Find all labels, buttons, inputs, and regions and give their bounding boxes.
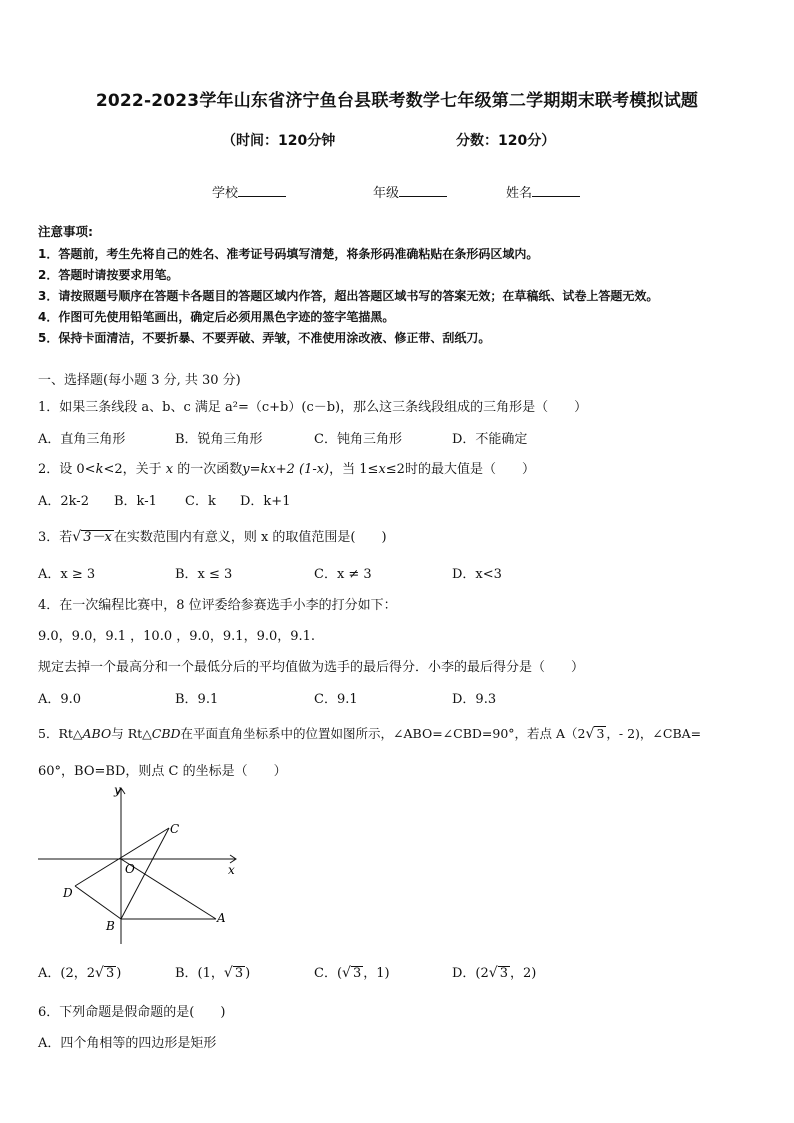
question-5-line-2: 60°，BO=BD，则点 C 的坐标是（ ） [38, 764, 287, 779]
q3-option-b: B．x ≤ 3 [175, 567, 233, 582]
q1-option-b: B．锐角三角形 [175, 432, 263, 447]
exam-time: （时间：120分钟 [222, 133, 336, 149]
q5-option-b [175, 962, 250, 981]
q4-option-b: B．9.1 [175, 692, 219, 707]
note-item: 4．作图可先使用铅笔画出，确定后必须用黑色字迹的签字笔描黑。 [38, 310, 395, 324]
q5a-pre: A．(2，2 [38, 966, 96, 981]
segment-oa [121, 859, 216, 919]
point-c-label: C [170, 822, 180, 836]
note-item: 1．答题前，考生先将自己的姓名、准考证号码填写清楚，将条形码准确粘贴在条形码区域内。 [38, 247, 539, 261]
q5-option-c [314, 962, 390, 981]
q2-function: y=kx+2 (1-x) [242, 462, 330, 477]
q5c-rad: 3 [352, 966, 362, 981]
q5b-pre: B．(1， [175, 966, 224, 981]
grade-blank [399, 184, 447, 197]
q5d-rad: 3 [499, 966, 508, 981]
q5d-pre: D．(2 [452, 966, 489, 981]
q5-option-d [452, 962, 536, 981]
q5c-post: ，1) [363, 966, 390, 981]
note-item: 5．保持卡面清洁，不要折暴、不要弄破、弄皱，不准使用涂改液、修正带、刮纸刀。 [38, 331, 491, 345]
q4-option-a: A．9.0 [38, 692, 82, 707]
q2-option-d: D．k+1 [240, 494, 291, 509]
q5b-post: ) [245, 966, 251, 981]
q2-var: x [378, 462, 386, 477]
point-b-label: B [106, 919, 115, 933]
question-2-stem [38, 458, 535, 477]
q4-scores: 9.0，9.0，9.1 ，10.0 ，9.0，9.1，9.0，9.1. [38, 629, 316, 644]
y-axis-label: y [114, 783, 121, 797]
notes-heading: 注意事项: [38, 224, 93, 239]
radical-sign: √ [342, 965, 351, 981]
exam-title: 2022-2023学年山东省济宁鱼台县联考数学七年级第二学期期末联考模拟试题 [95, 91, 699, 111]
q3-option-d: D．x<3 [452, 567, 502, 582]
name-blank [532, 184, 580, 197]
point-d-label: D [63, 886, 73, 900]
x-axis-label: x [228, 863, 235, 877]
grade-field [373, 182, 447, 201]
q5a-rad: 3 [105, 966, 115, 981]
q1-option-c: C．钝角三角形 [314, 432, 402, 447]
q3-radicand: 3－x [83, 530, 112, 545]
q5-text: 与 Rt△ [111, 726, 152, 741]
q2-text: 的一次函数 [173, 462, 243, 477]
question-3-stem [38, 526, 387, 545]
grade-label: 年级 [373, 186, 400, 201]
q5d-post: ，2) [509, 966, 537, 981]
school-field [212, 182, 286, 201]
q2-var: k [95, 462, 104, 477]
q4-rule: 规定去掉一个最高分和一个最低分后的平均值做为选手的最后得分．小李的最后得分是（ ） [38, 660, 585, 675]
note-item: 2．答题时请按要求用笔。 [38, 268, 179, 282]
q3-text: 在实数范围内有意义，则 x 的取值范围是( ) [113, 530, 387, 545]
question-5-line-1 [38, 724, 701, 742]
radical-sign: √ [95, 965, 104, 981]
radical-sign: √ [585, 726, 595, 742]
question-4-stem: 4．在一次编程比赛中，8 位评委给参赛选手小李的打分如下： [38, 598, 397, 613]
q2-option-a: A．2k-2 [38, 494, 89, 509]
q2-option-c: C．k [185, 494, 216, 509]
school-blank [238, 184, 286, 197]
q3-text: 3．若 [38, 530, 73, 545]
q5-text: ，- 2)，∠CBA= [606, 726, 702, 741]
q5a-post: ) [116, 966, 122, 981]
q2-text: <2，关于 [103, 462, 166, 477]
q5-radicand: 3 [596, 726, 605, 741]
name-label: 姓名 [506, 186, 533, 201]
q2-var: x [165, 462, 174, 477]
q1-option-a: A．直角三角形 [38, 432, 126, 447]
q4-option-d: D．9.3 [452, 692, 497, 707]
q3-option-c: C．x ≠ 3 [314, 567, 372, 582]
question-1-stem: 1．如果三条线段 a、b、c 满足 a²=（c+b）(c－b)，那么这三条线段组成的三角形是（ ） [38, 400, 588, 415]
radical-sign: √ [72, 529, 82, 545]
q4-option-c: C．9.1 [314, 692, 358, 707]
q5b-rad: 3 [234, 966, 244, 981]
q1-option-d: D．不能确定 [452, 432, 528, 447]
q2-text: ，当 1≤ [329, 462, 379, 477]
q5-text: 5．Rt△ [38, 726, 83, 741]
q3-option-a: A．x ≥ 3 [38, 567, 96, 582]
exam-score: 分数：120分） [456, 133, 556, 149]
q6-option-a: A．四个角相等的四边形是矩形 [38, 1036, 217, 1051]
q5-text: 在平面直角坐标系中的位置如图所示，∠ABO=∠CBD=90°，若点 A（2 [180, 726, 586, 741]
segment-dc [75, 828, 169, 886]
point-a-label: A [217, 911, 226, 925]
question-6-stem: 6．下列命题是假命题的是( ) [38, 1005, 226, 1020]
q5-triangle: CBD [151, 726, 181, 741]
school-label: 学校 [212, 186, 239, 201]
q2-text: 2．设 0< [38, 462, 96, 477]
segment-bd [75, 886, 121, 919]
name-field [506, 182, 580, 201]
radical-sign: √ [223, 965, 233, 981]
radical-sign: √ [488, 965, 498, 981]
note-item: 3．请按照题号顺序在答题卡各题目的答题区域内作答，超出答题区域书写的答案无效；在草稿纸、试卷上答题无效。 [38, 289, 659, 303]
q5-triangle: ABO [82, 726, 112, 741]
q5-option-a [38, 962, 121, 981]
q2-text: ≤2时的最大值是（ ） [385, 462, 535, 477]
q2-option-b: B．k-1 [114, 494, 157, 509]
coordinate-figure [30, 782, 250, 947]
section-heading: 一、选择题(每小题 3 分, 共 30 分) [38, 373, 241, 388]
q5c-pre: C．( [314, 966, 343, 981]
origin-label: O [125, 862, 135, 876]
